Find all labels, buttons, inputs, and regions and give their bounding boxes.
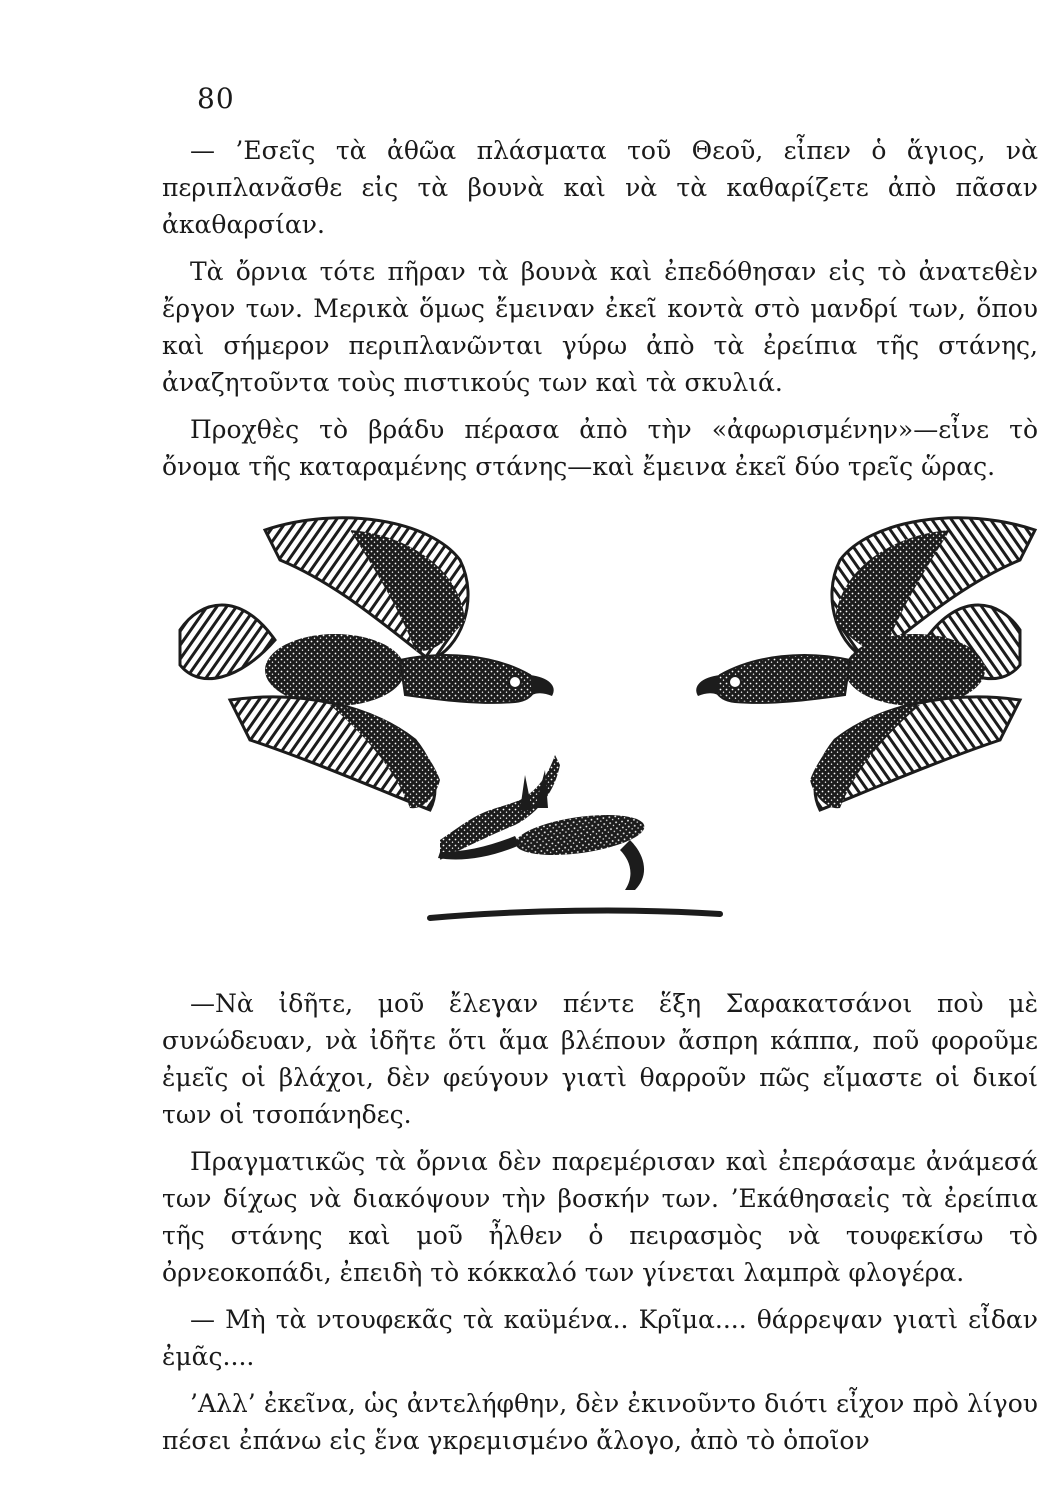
- ground-line: [430, 911, 720, 918]
- paragraph: Τὰ ὄρνια τότε πῆραν τὰ βουνὰ καὶ ἐπεδόθησαν εἰς τὸ ἀνατεθὲν ἔργον των. Μερικὰ ὅμως ἔμειναν ἐκεῖ κοντὰ στὸ μανδρί των, ὅπου καὶ σήμερον περιπλανῶνται γύρω ἀπὸ τὰ ἐρείπια τῆς στάνης, ἀναζητοῦντα τοὺς πιστικούς των καὶ τὰ σκυλιά.: [162, 257, 1038, 397]
- hare: [438, 755, 647, 890]
- left-bird: [180, 518, 554, 810]
- paragraph: — Μὴ τὰ ντουφεκᾶς τὰ καϋμένα.. Κρῖμα.... θάρρεψαν γιατὶ εἶδαν ἐμᾶς....: [162, 1305, 1038, 1371]
- paragraph: Πραγματικῶς τὰ ὄρνια δὲν παρεμέρισαν καὶ ἐπεράσαμε ἀνάμεσά των δίχως νὰ διακόψουν τὴν βοσκήν των. ’Εκάθησαεἰς τὰ ἐρείπια τῆς στάνης καὶ μοῦ ἦλθεν ὁ πειρασμὸς νὰ τουφεκίσω τὸ ὀρνεοκοπάδι, ἐπειδὴ τὸ κόκκαλό των γίνεται λαμπρὰ φλογέρα.: [162, 1147, 1038, 1287]
- text-block-top: [162, 132, 1038, 495]
- paragraph: — ’Εσεῖς τὰ ἀθῶα πλάσματα τοῦ Θεοῦ, εἶπεν ὁ ἅγιος, νὰ περιπλανᾶσθε εἰς τὰ βουνὰ καὶ νὰ τὰ καθαρίζετε ἀπὸ πᾶσαν ἀκαθαρσίαν.: [162, 136, 1038, 239]
- paragraph: ’Αλλ’ ἐκεῖνα, ὡς ἀντελήφθην, δὲν ἐκινοῦντο διότι εἶχον πρὸ λίγου πέσει ἐπάνω εἰς ἕνα γκρεμισμένο ἄλογο, ἀπὸ τὸ ὁποῖον: [162, 1389, 1038, 1455]
- right-bird: [696, 518, 1035, 810]
- paragraph: —Νὰ ἰδῆτε, μοῦ ἔλεγαν πέντε ἕξη Σαρακατσάνοι ποὺ μὲ συνώδευαν, νὰ ἰδῆτε ὅτι ἅμα βλέπουν ἄσπρη κάππα, ποῦ φοροῦμε ἐμεῖς οἱ βλάχοι, δὲν φεύγουν γιατὶ θαρροῦν πῶς εἴμαστε οἱ δικοί των οἱ τσοπάνηδες.: [162, 989, 1038, 1129]
- text-block-bottom: [162, 985, 1038, 1469]
- paragraph: Προχθὲς τὸ βράδυ πέρασα ἀπὸ τὴν «ἀφωρισμένην»—εἶνε τὸ ὄνομα τῆς καταραμένης στάνης—καὶ ἔμεινα ἐκεῖ δύο τρεῖς ὥρας.: [162, 415, 1038, 481]
- page-number: 80: [197, 82, 235, 115]
- illustration-birds-and-hare: [160, 490, 1040, 940]
